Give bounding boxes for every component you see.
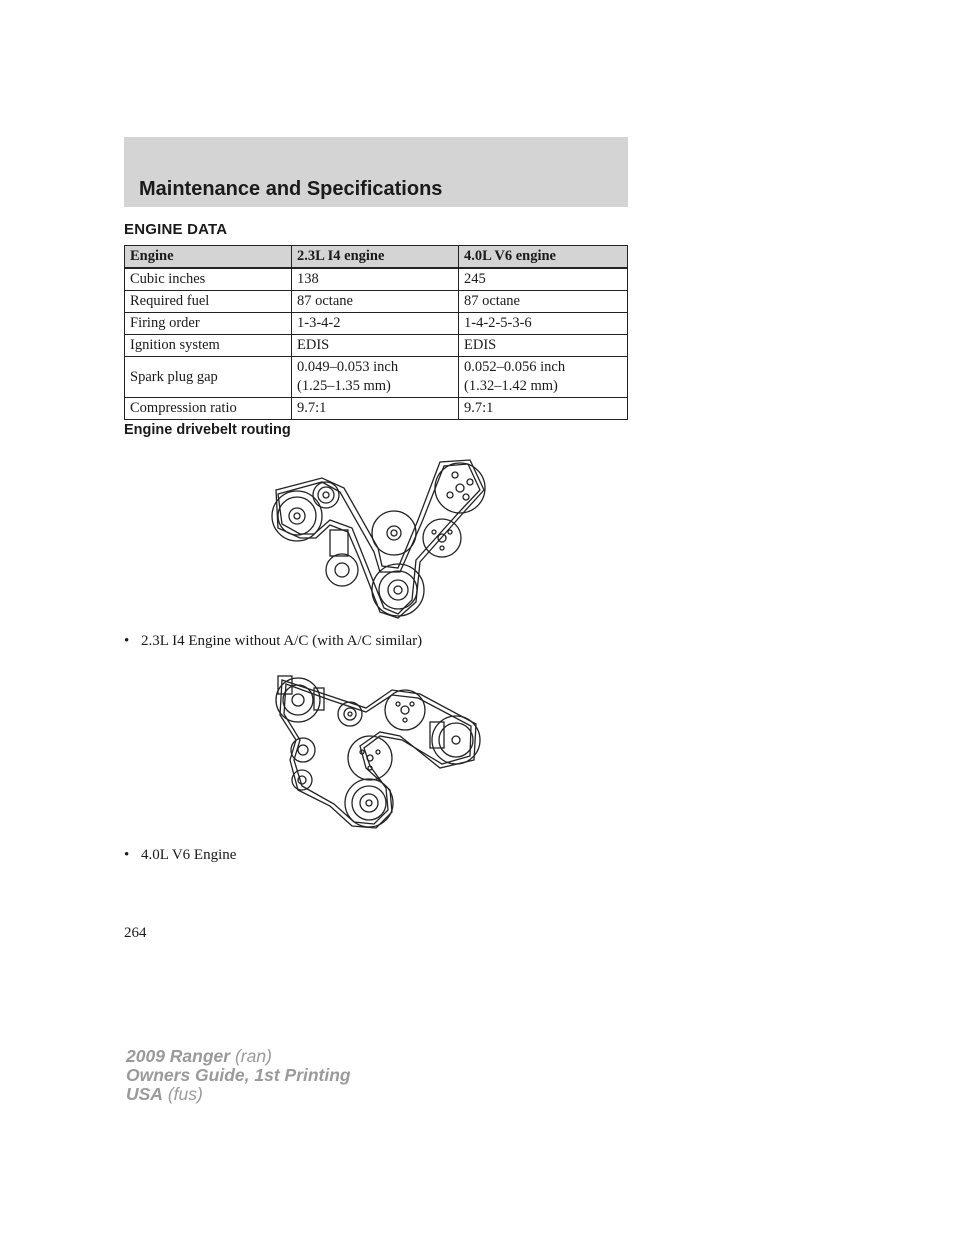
v6-value: 9.7:1 — [459, 398, 628, 420]
i4-caption — [124, 633, 422, 650]
footer-market-code: (fus) — [167, 1084, 203, 1104]
i4-value: EDIS — [292, 335, 459, 357]
v6-value: 245 — [459, 268, 628, 291]
table-header-cell: 4.0L V6 engine — [459, 246, 628, 269]
section-heading: ENGINE DATA — [124, 221, 228, 238]
bullet-icon: • — [124, 847, 130, 863]
footer — [126, 1047, 351, 1104]
row-label: Firing order — [125, 313, 292, 335]
footer-model: 2009 Ranger — [126, 1046, 231, 1066]
table-row — [125, 291, 628, 313]
row-label: Cubic inches — [125, 268, 292, 291]
row-label: Required fuel — [125, 291, 292, 313]
footer-line-market — [126, 1085, 351, 1104]
i4-gap-inch: 0.049–0.053 inch — [297, 359, 399, 375]
page-title: Maintenance and Specifications — [139, 178, 443, 200]
i4-value — [292, 357, 459, 398]
table-row — [125, 357, 628, 398]
v6-gap-mm: (1.32–1.42 mm) — [464, 378, 558, 394]
row-label: Ignition system — [125, 335, 292, 357]
row-label: Spark plug gap — [125, 357, 292, 398]
v6-drivebelt-diagram — [272, 670, 484, 832]
v6-value: EDIS — [459, 335, 628, 357]
i4-caption-text: 2.3L I4 Engine without A/C (with A/C similar) — [141, 633, 423, 649]
page-number: 264 — [124, 925, 147, 941]
table-row — [125, 268, 628, 291]
drivebelt-heading: Engine drivebelt routing — [124, 422, 291, 438]
v6-gap-inch: 0.052–0.056 inch — [464, 359, 566, 375]
table-row — [125, 335, 628, 357]
footer-guide: Owners Guide, 1st Printing — [126, 1065, 351, 1085]
v6-caption-text: 4.0L V6 Engine — [141, 847, 237, 863]
i4-value: 1-3-4-2 — [292, 313, 459, 335]
v6-value — [459, 357, 628, 398]
table-header-cell: Engine — [125, 246, 292, 269]
i4-value: 9.7:1 — [292, 398, 459, 420]
v6-value: 87 octane — [459, 291, 628, 313]
table-row — [125, 313, 628, 335]
table-header-cell: 2.3L I4 engine — [292, 246, 459, 269]
row-label: Compression ratio — [125, 398, 292, 420]
footer-market: USA — [126, 1084, 163, 1104]
i4-gap-mm: (1.25–1.35 mm) — [297, 378, 391, 394]
footer-line-model — [126, 1047, 351, 1066]
table-row — [125, 398, 628, 420]
engine-data-table — [124, 245, 628, 420]
footer-line-guide — [126, 1066, 351, 1085]
header-band — [124, 137, 628, 207]
footer-model-code: (ran) — [234, 1046, 272, 1066]
i4-value: 138 — [292, 268, 459, 291]
i4-value: 87 octane — [292, 291, 459, 313]
v6-caption — [124, 847, 236, 864]
table-header-row — [125, 246, 628, 269]
i4-drivebelt-diagram — [266, 458, 490, 620]
v6-value: 1-4-2-5-3-6 — [459, 313, 628, 335]
bullet-icon: • — [124, 633, 130, 649]
